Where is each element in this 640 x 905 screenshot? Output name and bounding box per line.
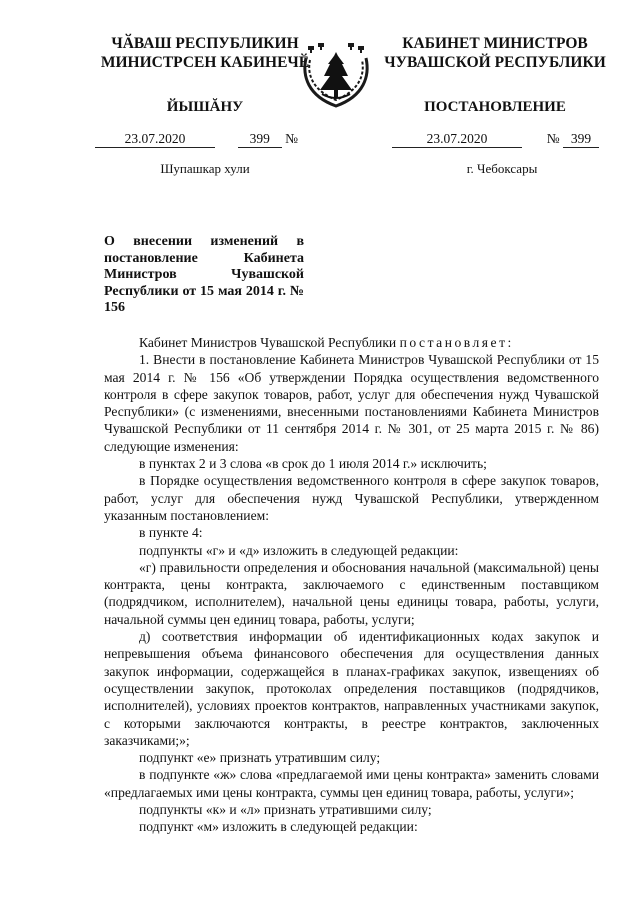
- document-title: О внесении изменений в постановление Кабинета Министров Чувашской Республики от 15 мая 2014 г. № 156: [104, 234, 304, 315]
- left-org-line1: ЧӐВАШ РЕСПУБЛИКИН: [111, 35, 299, 52]
- right-date-number-line: [392, 131, 617, 148]
- right-org-line2: ЧУВАШСКОЙ РЕСПУБЛИКИ: [384, 54, 606, 71]
- right-date: 23.07.2020: [392, 131, 522, 148]
- right-doctype: ПОСТАНОВЛЕНИЕ: [424, 99, 566, 115]
- left-city: Шупашкар хули: [160, 161, 250, 176]
- left-doctype: ЙЫШĂНУ: [166, 99, 244, 115]
- left-org-name: [95, 34, 315, 72]
- paragraph-5: подпункты «г» и «д» изложить в следующей редакции:: [139, 542, 459, 558]
- intro-text: Кабинет Министров Чувашской Республики: [139, 335, 397, 350]
- left-number: 399: [238, 131, 282, 148]
- right-number: 399: [563, 131, 599, 148]
- paragraph-1: 1. Внести в постановление Кабинета Министров Чувашской Республики от 15 мая 2014 г. № 156 «Об утверждении Порядка осуществления ведомственного контроля в сфере закупок товаров, работ, услуг для обеспечения нужд Чувашской Республики» (с изменениями, внесенными постановлениями Кабинета Министров Чувашской Республики от 11 сентября 2014 г. № 301, от 25 марта 2015 г. № 86) следующие изменения:: [104, 352, 599, 454]
- left-date: 23.07.2020: [95, 131, 215, 148]
- paragraph-4: в пункте 4:: [139, 525, 203, 541]
- paragraph-3: в Порядке осуществления ведомственного контроля в сфере закупок товаров, работ, услуг для обеспечения нужд Чувашской Республики, утвержденном указанным постановлением:: [104, 473, 599, 523]
- paragraph-6: «г) правильности определения и обоснования начальной (максимальной) цены контракта, цены контракта, заключаемого с единственным поставщиком (подрядчиком, исполнителем), начальной цены единицы товара, работы, услуги, начальной суммы цен единиц товара, работы, услуги;: [104, 559, 599, 627]
- right-number-sign: №: [546, 131, 560, 146]
- coat-of-arms-emblem: [298, 36, 374, 112]
- paragraph-7: д) соответствия информации об идентификационных кодах закупок и непревышения объема финансового обеспечения для осуществления данных закупок информации, содержащейся в планах-графиках закупок, извещениях об осуществлении закупок, протоколах определения поставщиков (подрядчиков, исполнителей), условиях проектов контрактов, направленных участниками закупок, с которыми заключаются контракты, в реестре контрактов, заключенных заказчиками;»;: [104, 629, 599, 748]
- right-org-name: [380, 34, 610, 72]
- right-org-line1: КАБИНЕТ МИНИСТРОВ: [402, 35, 588, 52]
- intro-spaced: постановляет:: [399, 335, 514, 350]
- right-city: г. Чебоксары: [466, 161, 538, 176]
- paragraph-8: подпункт «е» признать утратившим силу;: [139, 750, 381, 766]
- paragraph-2: в пунктах 2 и 3 слова «в срок до 1 июля 2014 г.» исключить;: [139, 456, 487, 472]
- left-org-line2: МИНИСТРСЕН КАБИНЕЧӖ: [100, 54, 310, 71]
- paragraph-11: подпункт «м» изложить в следующей редакции:: [139, 819, 418, 835]
- document-body: [104, 334, 599, 836]
- paragraph-9: в подпункте «ж» слова «предлагаемой ими цены контракта» заменить словами «предлагаемых ими цены контракта, суммы цен единиц товара, работы, услуги»;: [104, 767, 599, 800]
- paragraph-10: подпункты «к» и «л» признать утратившими силу;: [139, 802, 432, 818]
- left-number-sign: №: [285, 131, 299, 146]
- left-date-number-line: [95, 131, 320, 148]
- intro-paragraph: [104, 334, 599, 351]
